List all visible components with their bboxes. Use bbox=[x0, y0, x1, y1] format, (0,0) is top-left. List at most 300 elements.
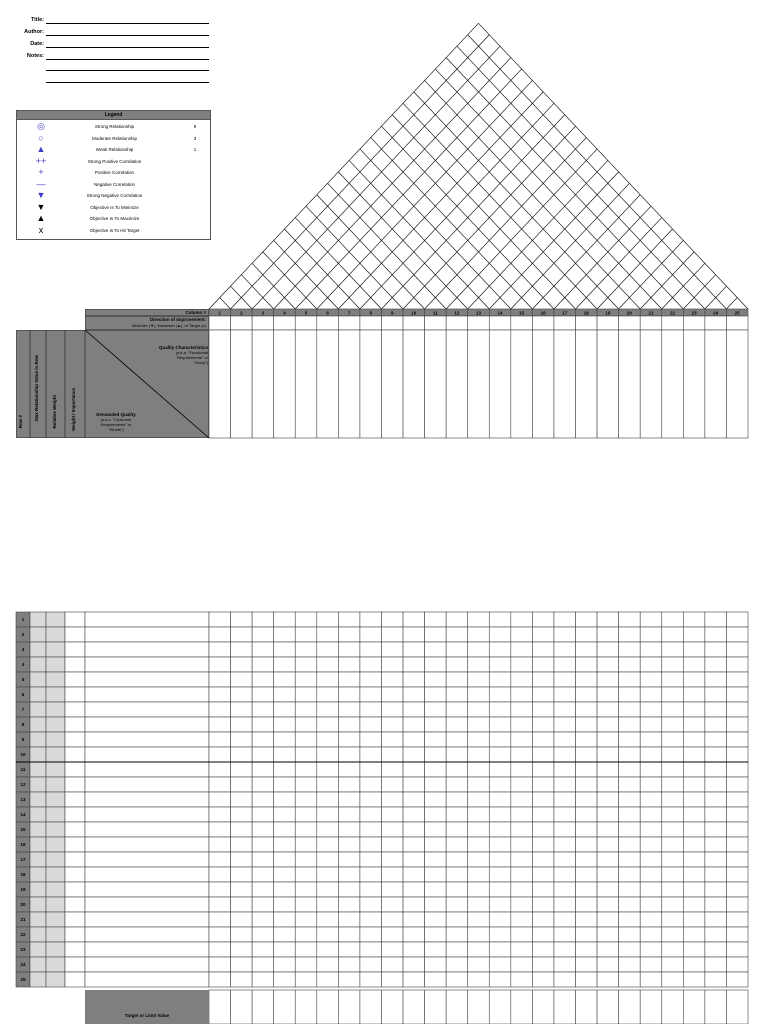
relationship-cell[interactable] bbox=[317, 822, 339, 837]
relationship-cell[interactable] bbox=[425, 972, 447, 987]
demanded-quality-cell[interactable] bbox=[85, 657, 209, 672]
relationship-cell[interactable] bbox=[619, 672, 641, 687]
relationship-cell[interactable] bbox=[425, 627, 447, 642]
relationship-cell[interactable] bbox=[446, 612, 468, 627]
relationship-cell[interactable] bbox=[597, 822, 619, 837]
relationship-cell[interactable] bbox=[403, 912, 425, 927]
relative-weight-cell[interactable] bbox=[46, 612, 65, 627]
relationship-cell[interactable] bbox=[683, 657, 705, 672]
relationship-cell[interactable] bbox=[317, 837, 339, 852]
demanded-quality-cell[interactable] bbox=[85, 807, 209, 822]
relationship-cell[interactable] bbox=[489, 957, 511, 972]
relationship-cell[interactable] bbox=[489, 792, 511, 807]
relationship-cell[interactable] bbox=[511, 897, 533, 912]
relationship-cell[interactable] bbox=[425, 687, 447, 702]
relationship-cell[interactable] bbox=[274, 762, 296, 777]
relationship-cell[interactable] bbox=[576, 762, 598, 777]
relationship-cell[interactable] bbox=[662, 627, 684, 642]
max-relationship-cell[interactable] bbox=[30, 777, 46, 792]
relationship-cell[interactable] bbox=[489, 717, 511, 732]
quality-characteristic-cell[interactable] bbox=[640, 330, 662, 438]
max-relationship-cell[interactable] bbox=[30, 897, 46, 912]
relationship-cell[interactable] bbox=[619, 912, 641, 927]
relationship-cell[interactable] bbox=[295, 672, 317, 687]
relative-weight-cell[interactable] bbox=[46, 972, 65, 987]
relationship-cell[interactable] bbox=[274, 807, 296, 822]
relationship-cell[interactable] bbox=[640, 867, 662, 882]
relationship-cell[interactable] bbox=[683, 912, 705, 927]
relationship-cell[interactable] bbox=[726, 732, 748, 747]
relationship-cell[interactable] bbox=[209, 957, 231, 972]
relationship-cell[interactable] bbox=[381, 612, 403, 627]
target-value-cell[interactable] bbox=[338, 990, 360, 1024]
relationship-cell[interactable] bbox=[338, 717, 360, 732]
relationship-cell[interactable] bbox=[274, 912, 296, 927]
relationship-cell[interactable] bbox=[554, 717, 576, 732]
relationship-cell[interactable] bbox=[597, 717, 619, 732]
relationship-cell[interactable] bbox=[274, 657, 296, 672]
demanded-quality-cell[interactable] bbox=[85, 882, 209, 897]
relationship-cell[interactable] bbox=[209, 672, 231, 687]
relationship-cell[interactable] bbox=[252, 897, 274, 912]
relationship-cell[interactable] bbox=[252, 972, 274, 987]
relationship-cell[interactable] bbox=[662, 612, 684, 627]
relationship-cell[interactable] bbox=[597, 747, 619, 762]
direction-cell[interactable] bbox=[662, 316, 684, 330]
relationship-cell[interactable] bbox=[489, 672, 511, 687]
relationship-cell[interactable] bbox=[338, 747, 360, 762]
relationship-cell[interactable] bbox=[403, 747, 425, 762]
relationship-cell[interactable] bbox=[360, 732, 382, 747]
relative-weight-cell[interactable] bbox=[46, 687, 65, 702]
relationship-cell[interactable] bbox=[683, 942, 705, 957]
relationship-cell[interactable] bbox=[489, 927, 511, 942]
quality-characteristic-cell[interactable] bbox=[683, 330, 705, 438]
direction-cell[interactable] bbox=[274, 316, 296, 330]
relationship-cell[interactable] bbox=[274, 837, 296, 852]
relationship-cell[interactable] bbox=[554, 882, 576, 897]
relationship-cell[interactable] bbox=[231, 762, 253, 777]
weight-importance-cell[interactable] bbox=[65, 972, 85, 987]
relationship-cell[interactable] bbox=[381, 792, 403, 807]
target-value-cell[interactable] bbox=[683, 990, 705, 1024]
demanded-quality-cell[interactable] bbox=[85, 837, 209, 852]
relationship-cell[interactable] bbox=[640, 702, 662, 717]
direction-cell[interactable] bbox=[403, 316, 425, 330]
relationship-cell[interactable] bbox=[317, 717, 339, 732]
relationship-cell[interactable] bbox=[209, 927, 231, 942]
relationship-cell[interactable] bbox=[231, 852, 253, 867]
relationship-cell[interactable] bbox=[640, 807, 662, 822]
relationship-cell[interactable] bbox=[683, 717, 705, 732]
relationship-cell[interactable] bbox=[338, 882, 360, 897]
relationship-cell[interactable] bbox=[489, 627, 511, 642]
relationship-cell[interactable] bbox=[554, 837, 576, 852]
relationship-cell[interactable] bbox=[338, 837, 360, 852]
relationship-cell[interactable] bbox=[274, 942, 296, 957]
relationship-cell[interactable] bbox=[231, 867, 253, 882]
relationship-cell[interactable] bbox=[381, 837, 403, 852]
relationship-cell[interactable] bbox=[381, 822, 403, 837]
relationship-cell[interactable] bbox=[511, 672, 533, 687]
relationship-cell[interactable] bbox=[252, 792, 274, 807]
relationship-cell[interactable] bbox=[662, 942, 684, 957]
relationship-cell[interactable] bbox=[274, 867, 296, 882]
relationship-cell[interactable] bbox=[468, 927, 490, 942]
weight-importance-cell[interactable] bbox=[65, 672, 85, 687]
relationship-cell[interactable] bbox=[468, 612, 490, 627]
relationship-cell[interactable] bbox=[511, 912, 533, 927]
relationship-cell[interactable] bbox=[295, 822, 317, 837]
relationship-cell[interactable] bbox=[381, 852, 403, 867]
relationship-cell[interactable] bbox=[532, 792, 554, 807]
relationship-cell[interactable] bbox=[640, 957, 662, 972]
weight-importance-cell[interactable] bbox=[65, 867, 85, 882]
relationship-cell[interactable] bbox=[317, 762, 339, 777]
direction-cell[interactable] bbox=[489, 316, 511, 330]
relationship-cell[interactable] bbox=[619, 777, 641, 792]
relationship-cell[interactable] bbox=[338, 867, 360, 882]
relationship-cell[interactable] bbox=[511, 732, 533, 747]
relationship-cell[interactable] bbox=[532, 747, 554, 762]
relationship-cell[interactable] bbox=[705, 867, 727, 882]
relationship-cell[interactable] bbox=[295, 732, 317, 747]
relationship-cell[interactable] bbox=[338, 822, 360, 837]
relationship-cell[interactable] bbox=[662, 882, 684, 897]
relationship-cell[interactable] bbox=[619, 927, 641, 942]
relationship-cell[interactable] bbox=[231, 747, 253, 762]
relationship-cell[interactable] bbox=[705, 762, 727, 777]
relationship-cell[interactable] bbox=[209, 657, 231, 672]
relationship-cell[interactable] bbox=[468, 627, 490, 642]
relationship-cell[interactable] bbox=[317, 867, 339, 882]
relationship-cell[interactable] bbox=[705, 927, 727, 942]
relationship-cell[interactable] bbox=[683, 792, 705, 807]
relationship-cell[interactable] bbox=[317, 807, 339, 822]
direction-cell[interactable] bbox=[252, 316, 274, 330]
demanded-quality-cell[interactable] bbox=[85, 687, 209, 702]
relationship-cell[interactable] bbox=[468, 882, 490, 897]
relationship-cell[interactable] bbox=[252, 807, 274, 822]
relationship-cell[interactable] bbox=[425, 867, 447, 882]
relationship-cell[interactable] bbox=[446, 867, 468, 882]
relationship-cell[interactable] bbox=[640, 762, 662, 777]
relationship-cell[interactable] bbox=[317, 792, 339, 807]
relationship-cell[interactable] bbox=[360, 642, 382, 657]
relationship-cell[interactable] bbox=[231, 657, 253, 672]
relative-weight-cell[interactable] bbox=[46, 897, 65, 912]
relationship-cell[interactable] bbox=[532, 612, 554, 627]
relationship-cell[interactable] bbox=[317, 852, 339, 867]
relationship-cell[interactable] bbox=[360, 717, 382, 732]
relationship-cell[interactable] bbox=[726, 822, 748, 837]
relationship-cell[interactable] bbox=[489, 837, 511, 852]
relationship-cell[interactable] bbox=[554, 807, 576, 822]
relationship-cell[interactable] bbox=[554, 747, 576, 762]
relationship-cell[interactable] bbox=[489, 747, 511, 762]
direction-cell[interactable] bbox=[381, 316, 403, 330]
relationship-cell[interactable] bbox=[576, 942, 598, 957]
relative-weight-cell[interactable] bbox=[46, 837, 65, 852]
quality-characteristic-cell[interactable] bbox=[252, 330, 274, 438]
max-relationship-cell[interactable] bbox=[30, 687, 46, 702]
relationship-cell[interactable] bbox=[381, 972, 403, 987]
demanded-quality-cell[interactable] bbox=[85, 897, 209, 912]
relationship-cell[interactable] bbox=[381, 732, 403, 747]
target-value-cell[interactable] bbox=[726, 990, 748, 1024]
relationship-cell[interactable] bbox=[425, 942, 447, 957]
target-value-cell[interactable] bbox=[489, 990, 511, 1024]
relationship-cell[interactable] bbox=[274, 672, 296, 687]
relationship-cell[interactable] bbox=[295, 762, 317, 777]
relationship-cell[interactable] bbox=[468, 897, 490, 912]
relationship-cell[interactable] bbox=[597, 927, 619, 942]
relationship-cell[interactable] bbox=[446, 972, 468, 987]
relationship-cell[interactable] bbox=[468, 822, 490, 837]
weight-importance-cell[interactable] bbox=[65, 957, 85, 972]
relationship-cell[interactable] bbox=[338, 807, 360, 822]
relationship-cell[interactable] bbox=[252, 627, 274, 642]
relationship-cell[interactable] bbox=[446, 717, 468, 732]
relationship-cell[interactable] bbox=[683, 777, 705, 792]
relationship-cell[interactable] bbox=[425, 642, 447, 657]
relationship-cell[interactable] bbox=[252, 672, 274, 687]
direction-cell[interactable] bbox=[726, 316, 748, 330]
relationship-cell[interactable] bbox=[403, 972, 425, 987]
target-value-cell[interactable] bbox=[209, 990, 231, 1024]
relationship-cell[interactable] bbox=[274, 927, 296, 942]
max-relationship-cell[interactable] bbox=[30, 807, 46, 822]
relationship-cell[interactable] bbox=[705, 852, 727, 867]
relationship-cell[interactable] bbox=[274, 642, 296, 657]
relationship-cell[interactable] bbox=[597, 912, 619, 927]
relationship-cell[interactable] bbox=[252, 927, 274, 942]
relationship-cell[interactable] bbox=[425, 762, 447, 777]
relationship-cell[interactable] bbox=[532, 942, 554, 957]
relationship-cell[interactable] bbox=[662, 957, 684, 972]
relationship-cell[interactable] bbox=[511, 867, 533, 882]
relationship-cell[interactable] bbox=[640, 777, 662, 792]
relationship-cell[interactable] bbox=[209, 612, 231, 627]
relationship-cell[interactable] bbox=[662, 702, 684, 717]
relationship-cell[interactable] bbox=[317, 732, 339, 747]
direction-cell[interactable] bbox=[511, 316, 533, 330]
relationship-cell[interactable] bbox=[231, 837, 253, 852]
relationship-cell[interactable] bbox=[554, 792, 576, 807]
max-relationship-cell[interactable] bbox=[30, 627, 46, 642]
relationship-cell[interactable] bbox=[360, 912, 382, 927]
relationship-cell[interactable] bbox=[403, 762, 425, 777]
relationship-cell[interactable] bbox=[231, 792, 253, 807]
relationship-cell[interactable] bbox=[317, 747, 339, 762]
relationship-cell[interactable] bbox=[252, 687, 274, 702]
relationship-cell[interactable] bbox=[381, 672, 403, 687]
relationship-cell[interactable] bbox=[231, 777, 253, 792]
relationship-cell[interactable] bbox=[511, 777, 533, 792]
relationship-cell[interactable] bbox=[683, 882, 705, 897]
target-value-cell[interactable] bbox=[554, 990, 576, 1024]
relationship-cell[interactable] bbox=[726, 747, 748, 762]
max-relationship-cell[interactable] bbox=[30, 792, 46, 807]
relationship-cell[interactable] bbox=[425, 957, 447, 972]
relationship-cell[interactable] bbox=[209, 867, 231, 882]
relationship-cell[interactable] bbox=[640, 897, 662, 912]
relationship-cell[interactable] bbox=[317, 927, 339, 942]
relationship-cell[interactable] bbox=[489, 777, 511, 792]
relationship-cell[interactable] bbox=[511, 852, 533, 867]
target-value-cell[interactable] bbox=[317, 990, 339, 1024]
relationship-cell[interactable] bbox=[619, 837, 641, 852]
relationship-cell[interactable] bbox=[683, 627, 705, 642]
relationship-cell[interactable] bbox=[209, 717, 231, 732]
relationship-cell[interactable] bbox=[554, 702, 576, 717]
relationship-cell[interactable] bbox=[554, 612, 576, 627]
relationship-cell[interactable] bbox=[705, 657, 727, 672]
relationship-cell[interactable] bbox=[295, 897, 317, 912]
relationship-cell[interactable] bbox=[619, 612, 641, 627]
relationship-cell[interactable] bbox=[425, 702, 447, 717]
target-value-cell[interactable] bbox=[705, 990, 727, 1024]
relationship-cell[interactable] bbox=[381, 882, 403, 897]
relationship-cell[interactable] bbox=[381, 957, 403, 972]
relationship-cell[interactable] bbox=[683, 732, 705, 747]
target-value-cell[interactable] bbox=[231, 990, 253, 1024]
relationship-cell[interactable] bbox=[468, 972, 490, 987]
relationship-cell[interactable] bbox=[554, 672, 576, 687]
quality-characteristic-cell[interactable] bbox=[209, 330, 231, 438]
direction-cell[interactable] bbox=[554, 316, 576, 330]
relationship-cell[interactable] bbox=[360, 822, 382, 837]
relative-weight-cell[interactable] bbox=[46, 867, 65, 882]
relationship-cell[interactable] bbox=[360, 702, 382, 717]
relationship-cell[interactable] bbox=[338, 627, 360, 642]
relationship-cell[interactable] bbox=[468, 702, 490, 717]
relative-weight-cell[interactable] bbox=[46, 792, 65, 807]
relationship-cell[interactable] bbox=[403, 612, 425, 627]
weight-importance-cell[interactable] bbox=[65, 912, 85, 927]
relationship-cell[interactable] bbox=[705, 897, 727, 912]
relationship-cell[interactable] bbox=[252, 942, 274, 957]
relationship-cell[interactable] bbox=[683, 612, 705, 627]
quality-characteristic-cell[interactable] bbox=[597, 330, 619, 438]
relationship-cell[interactable] bbox=[338, 672, 360, 687]
relationship-cell[interactable] bbox=[209, 627, 231, 642]
relationship-cell[interactable] bbox=[597, 852, 619, 867]
direction-cell[interactable] bbox=[683, 316, 705, 330]
relationship-cell[interactable] bbox=[295, 942, 317, 957]
relationship-cell[interactable] bbox=[597, 972, 619, 987]
relationship-cell[interactable] bbox=[381, 867, 403, 882]
relative-weight-cell[interactable] bbox=[46, 627, 65, 642]
relationship-cell[interactable] bbox=[705, 912, 727, 927]
relationship-cell[interactable] bbox=[511, 942, 533, 957]
relationship-cell[interactable] bbox=[511, 612, 533, 627]
relationship-cell[interactable] bbox=[274, 897, 296, 912]
quality-characteristic-cell[interactable] bbox=[705, 330, 727, 438]
target-value-cell[interactable] bbox=[446, 990, 468, 1024]
relationship-cell[interactable] bbox=[403, 642, 425, 657]
relationship-cell[interactable] bbox=[468, 852, 490, 867]
relationship-cell[interactable] bbox=[468, 732, 490, 747]
relationship-cell[interactable] bbox=[489, 612, 511, 627]
relationship-cell[interactable] bbox=[209, 822, 231, 837]
target-value-cell[interactable] bbox=[381, 990, 403, 1024]
relationship-cell[interactable] bbox=[252, 747, 274, 762]
relationship-cell[interactable] bbox=[446, 957, 468, 972]
relationship-cell[interactable] bbox=[381, 747, 403, 762]
demanded-quality-cell[interactable] bbox=[85, 762, 209, 777]
demanded-quality-cell[interactable] bbox=[85, 732, 209, 747]
relationship-cell[interactable] bbox=[446, 762, 468, 777]
relationship-cell[interactable] bbox=[317, 627, 339, 642]
relationship-cell[interactable] bbox=[446, 777, 468, 792]
relationship-cell[interactable] bbox=[317, 657, 339, 672]
relationship-cell[interactable] bbox=[381, 912, 403, 927]
relationship-cell[interactable] bbox=[317, 882, 339, 897]
relationship-cell[interactable] bbox=[252, 822, 274, 837]
relationship-cell[interactable] bbox=[532, 657, 554, 672]
relationship-cell[interactable] bbox=[446, 687, 468, 702]
relationship-cell[interactable] bbox=[511, 687, 533, 702]
relationship-cell[interactable] bbox=[597, 762, 619, 777]
relationship-cell[interactable] bbox=[619, 942, 641, 957]
relationship-cell[interactable] bbox=[554, 732, 576, 747]
relationship-cell[interactable] bbox=[640, 732, 662, 747]
relationship-cell[interactable] bbox=[489, 972, 511, 987]
relationship-cell[interactable] bbox=[683, 762, 705, 777]
relationship-cell[interactable] bbox=[381, 777, 403, 792]
relationship-cell[interactable] bbox=[231, 927, 253, 942]
relationship-cell[interactable] bbox=[295, 957, 317, 972]
relationship-cell[interactable] bbox=[252, 717, 274, 732]
quality-characteristic-cell[interactable] bbox=[317, 330, 339, 438]
relationship-cell[interactable] bbox=[489, 912, 511, 927]
relationship-cell[interactable] bbox=[619, 657, 641, 672]
relationship-cell[interactable] bbox=[317, 672, 339, 687]
relationship-cell[interactable] bbox=[726, 852, 748, 867]
relationship-cell[interactable] bbox=[252, 612, 274, 627]
relationship-cell[interactable] bbox=[597, 642, 619, 657]
relationship-cell[interactable] bbox=[576, 777, 598, 792]
quality-characteristic-cell[interactable] bbox=[231, 330, 253, 438]
relationship-cell[interactable] bbox=[274, 702, 296, 717]
direction-cell[interactable] bbox=[468, 316, 490, 330]
demanded-quality-cell[interactable] bbox=[85, 702, 209, 717]
relationship-cell[interactable] bbox=[209, 942, 231, 957]
demanded-quality-cell[interactable] bbox=[85, 672, 209, 687]
relationship-cell[interactable] bbox=[597, 837, 619, 852]
relationship-cell[interactable] bbox=[403, 897, 425, 912]
relationship-cell[interactable] bbox=[532, 927, 554, 942]
relationship-cell[interactable] bbox=[683, 807, 705, 822]
relationship-cell[interactable] bbox=[338, 687, 360, 702]
relationship-cell[interactable] bbox=[209, 792, 231, 807]
relationship-cell[interactable] bbox=[468, 957, 490, 972]
relationship-cell[interactable] bbox=[619, 717, 641, 732]
max-relationship-cell[interactable] bbox=[30, 927, 46, 942]
relationship-cell[interactable] bbox=[381, 642, 403, 657]
relationship-cell[interactable] bbox=[252, 867, 274, 882]
direction-cell[interactable] bbox=[619, 316, 641, 330]
relationship-cell[interactable] bbox=[425, 837, 447, 852]
relationship-cell[interactable] bbox=[726, 702, 748, 717]
relationship-cell[interactable] bbox=[532, 642, 554, 657]
relationship-cell[interactable] bbox=[511, 837, 533, 852]
direction-cell[interactable] bbox=[532, 316, 554, 330]
relationship-cell[interactable] bbox=[274, 612, 296, 627]
max-relationship-cell[interactable] bbox=[30, 852, 46, 867]
relationship-cell[interactable] bbox=[468, 642, 490, 657]
